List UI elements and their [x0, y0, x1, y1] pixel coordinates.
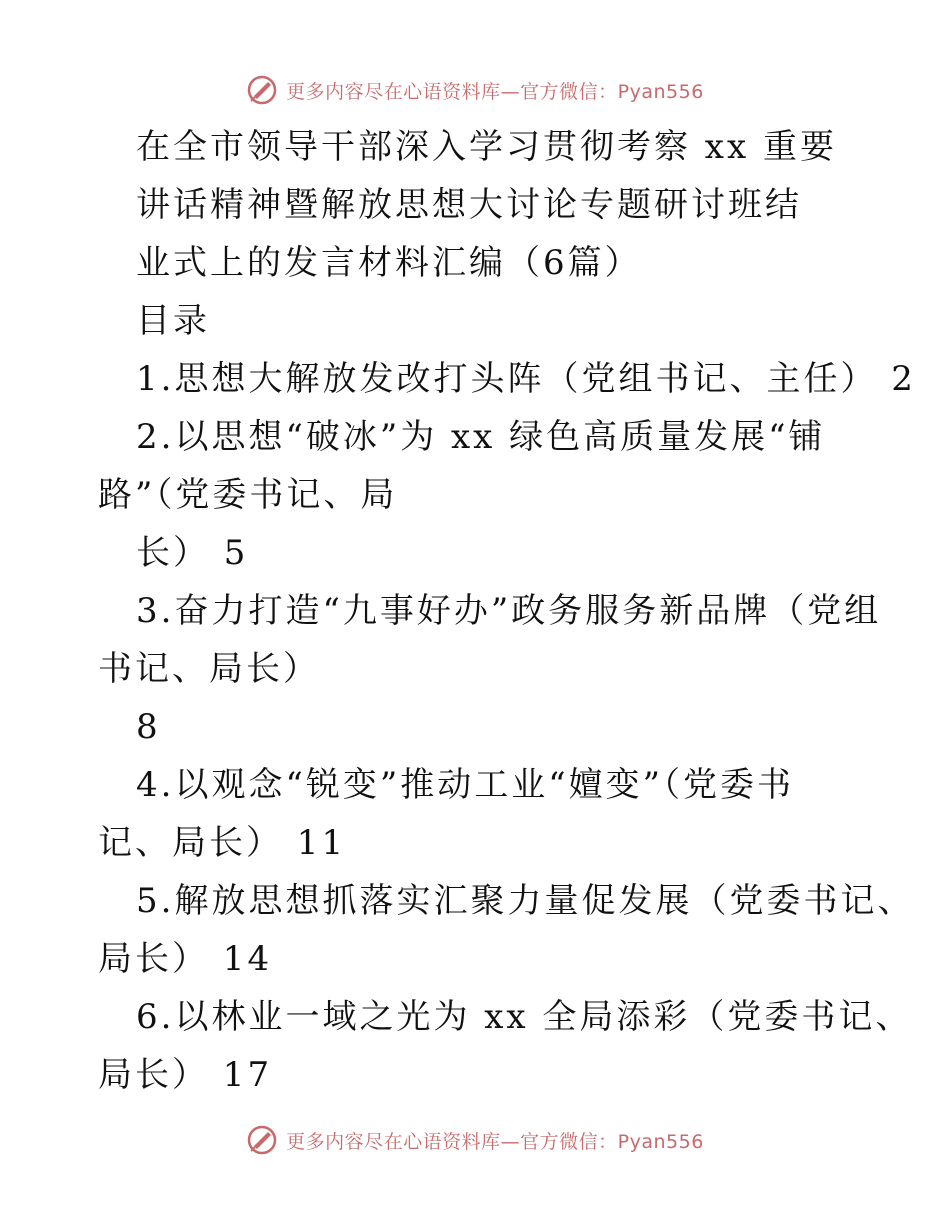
document-title-line: 在全市领导干部深入学习贯彻考察 xx 重要	[136, 127, 837, 167]
header-banner	[0, 70, 950, 110]
toc-heading: 目录	[136, 301, 210, 341]
document-title-line: 讲话精神暨解放思想大讨论专题研讨班结	[136, 185, 802, 225]
footer-banner	[0, 1120, 950, 1160]
toc-line: 1.思想大解放发改打头阵（党组书记、主任） 2	[136, 359, 916, 399]
document-title-line: 业式上的发言材料汇编（6篇）	[136, 243, 642, 283]
toc-line: 8	[136, 707, 161, 747]
toc-line: 书记、局长）	[98, 649, 320, 689]
toc-line: 局长） 17	[98, 1055, 273, 1095]
footer-banner-text: 更多内容尽在心语资料库—官方微信：Pyan556	[286, 1130, 704, 1153]
brand-logo-icon	[246, 74, 278, 106]
toc-line: 局长） 14	[98, 939, 273, 979]
toc-line: 长） 5	[136, 533, 249, 573]
header-banner-text: 更多内容尽在心语资料库—官方微信：Pyan556	[286, 80, 704, 103]
toc-line: 路”（党委书记、局	[98, 475, 398, 515]
toc-line: 5.解放思想抓落实汇聚力量促发展（党委书记、	[136, 881, 915, 921]
brand-logo-icon	[246, 1124, 278, 1156]
toc-line: 记、局长） 11	[98, 823, 347, 863]
toc-line: 3.奋力打造“九事好办”政务服务新品牌（党组	[136, 591, 882, 631]
toc-line: 4.以观念“锐变”推动工业“嬗变”（党委书	[136, 765, 794, 805]
document-body	[98, 118, 916, 1104]
toc-line: 2.以思想“破冰”为 xx 绿色高质量发展“铺	[136, 417, 826, 457]
toc-line: 6.以林业一域之光为 xx 全局添彩（党委书记、	[136, 997, 913, 1037]
